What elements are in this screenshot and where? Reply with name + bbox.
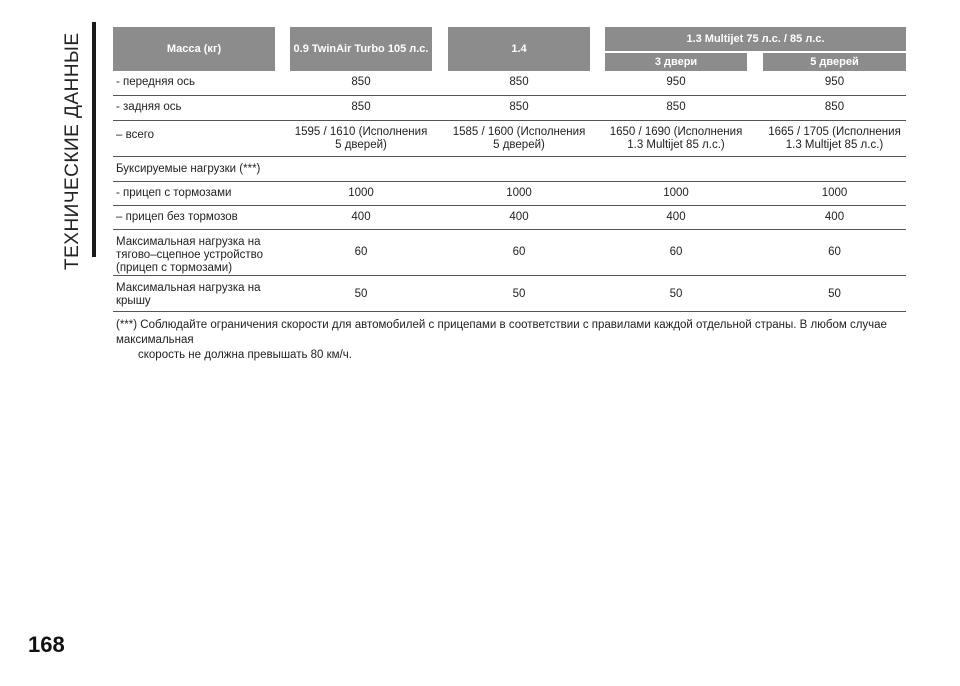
row-label: – прицеп без тормозов [116, 211, 238, 223]
row-label: Буксируемые нагрузки (***) [116, 163, 261, 175]
row-value: 1665 / 1705 (Исполнения 1.3 Multijet 85 л.с.) [768, 126, 901, 151]
row-value: 1000 [821, 187, 848, 199]
row-value: 400 [509, 211, 529, 223]
row-divider [113, 95, 906, 96]
row-value: 1650 / 1690 (Исполнения 1.3 Multijet 85 л.с.) [609, 126, 743, 151]
section-title-text: ТЕХНИЧЕСКИЕ ДАННЫЕ [62, 32, 83, 270]
page-number: 168 [28, 632, 65, 657]
footnote [116, 318, 906, 363]
row-divider [113, 205, 906, 206]
row-value: 400 [824, 211, 845, 223]
row-divider [113, 311, 906, 312]
row-value: 850 [351, 101, 371, 113]
row-value: 50 [828, 288, 841, 300]
section-title [52, 20, 82, 270]
row-value: 850 [509, 76, 529, 88]
row-value: 850 [351, 76, 371, 88]
row-label: Максимальная нагрузка на тягово–сцепное устройство (прицеп с тормозами) [116, 236, 264, 274]
row-value: 60 [354, 246, 368, 258]
row-label: – всего [116, 129, 155, 141]
header-1-4: 1.4 [448, 27, 590, 71]
row-value: 400 [666, 211, 686, 223]
row-value: 60 [512, 246, 526, 258]
row-value: 60 [669, 246, 683, 258]
row-divider [113, 120, 906, 121]
row-value: 850 [509, 101, 529, 113]
header-5-doors: 5 дверей [763, 53, 906, 71]
row-value: 50 [669, 288, 683, 300]
row-value: 60 [828, 246, 841, 258]
row-divider [113, 156, 906, 157]
footnote-line-2: скорость не должна превышать 80 км/ч. [138, 349, 352, 361]
row-value: 850 [824, 101, 845, 113]
row-label: - задняя ось [116, 101, 182, 113]
header-mass: Масса (кг) [113, 27, 275, 71]
row-value: 50 [354, 288, 368, 300]
row-value: 400 [351, 211, 371, 223]
row-label: Максимальная нагрузка на крышу [116, 282, 261, 307]
footnote-line-1: (***) Соблюдайте ограничения скорости для автомобилей с прицепами в соответствии с правилами каждой отдельной страны. В любом случае максимальная [116, 319, 887, 346]
row-label: - прицеп с тормозами [116, 187, 232, 199]
header-multijet: 1.3 Multijet 75 л.с. / 85 л.с. [605, 27, 906, 51]
header-twinair: 0.9 TwinAir Turbo 105 л.с. [290, 27, 432, 71]
header-3-doors: 3 двери [605, 53, 747, 71]
row-value: 1000 [348, 187, 374, 199]
row-value: 1000 [663, 187, 689, 199]
row-label: - передняя ось [116, 76, 196, 88]
section-marker-bar [92, 22, 96, 257]
row-divider [113, 275, 906, 276]
row-value: 1000 [506, 187, 532, 199]
row-value: 950 [824, 76, 845, 88]
row-value: 950 [666, 76, 686, 88]
row-value: 1585 / 1600 (Исполнения 5 дверей) [452, 126, 586, 151]
row-value: 850 [666, 101, 686, 113]
row-divider [113, 229, 906, 230]
row-value: 50 [512, 288, 526, 300]
row-value: 1595 / 1610 (Исполнения 5 дверей) [294, 126, 428, 151]
row-divider [113, 181, 906, 182]
